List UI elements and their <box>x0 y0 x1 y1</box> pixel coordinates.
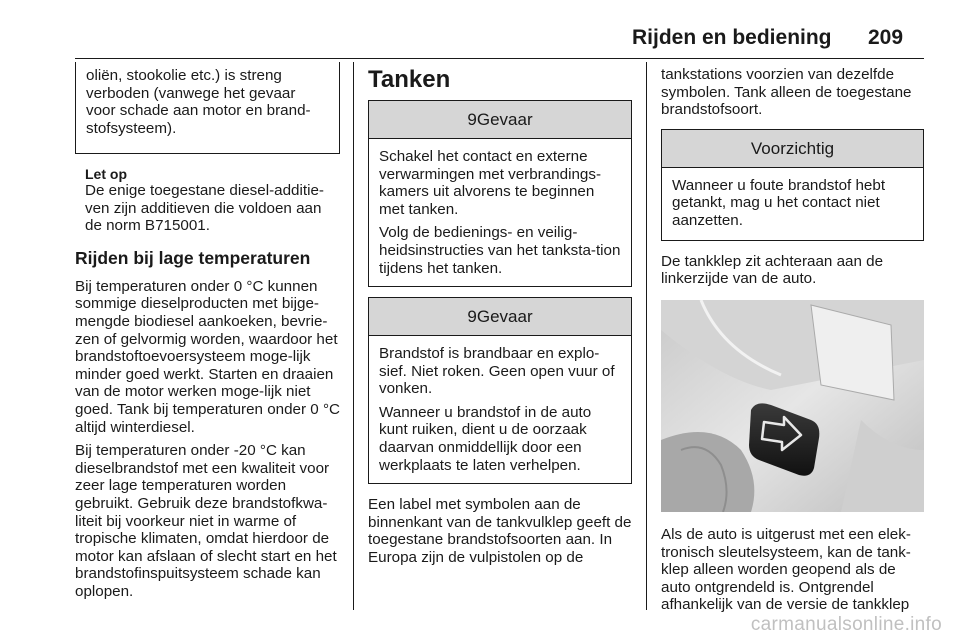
column-divider-2 <box>646 62 647 610</box>
page-number: 209 <box>868 26 904 49</box>
watermark: carmanualsonline.info <box>750 614 942 635</box>
note-text: De enige toegestane diesel-additie‐ven zijn additieven die voldoen aan de norm B715001. <box>85 182 324 235</box>
danger-box-1-header <box>369 101 631 139</box>
section-heading-refuelling: Tanken <box>368 66 451 93</box>
paragraph-low-temp-2: Bij temperaturen onder -20 °C kan dieselbrandstof met een kwaliteit voor zeer lage temperaturen worden gebruikt. Gebruik deze brandstofkwa‐liteit bij voorkeur niet in warme of tropische klimaten, omdat hierdoor de motor kan afslaan of slecht start en het brandstofinspuitsysteem schade kan oplopen. <box>75 442 337 600</box>
column-3 <box>661 62 924 614</box>
danger-title: Gevaar <box>476 307 533 326</box>
paragraph-low-temp-1: Bij temperaturen onder 0 °C kunnen sommige dieselproducten met bijge‐mengde biodiesel aankoeken, bevrie‐zen of gelvormig worden, waardoor het brandstoftoevoersysteem moge‐lijk minder goed werkt. Starten en draaien van de motor werken moge‐lijk niet goed. Tank bij temperaturen onder 0 °C altijd winterdiesel. <box>75 277 340 436</box>
column-2 <box>368 62 632 566</box>
danger-1-text-2: Volg de bedienings- en veilig‐heidsinstructies van het tanksta‐tion tijdens het tanken. <box>379 224 621 277</box>
caution-text: Wanneer u foute brandstof hebt getankt, mag u het contact niet aanzetten. <box>672 176 886 229</box>
danger-box-2-header <box>369 298 631 336</box>
section-heading-low-temperatures: Rijden bij lage temperaturen <box>75 247 311 268</box>
paragraph-filler-flap-location: De tankklep zit achteraan aan de linkerzijde van de auto. <box>661 252 884 288</box>
warning-triangle-icon: 9 <box>467 307 477 326</box>
paragraph-fuel-symbols: tankstations voorzien van dezelfde symbolen. Tank alleen de toegestane brandstofsoort. <box>661 66 912 119</box>
danger-1-text-1: Schakel het contact en externe verwarmingen met verbrandings‐kamers uit alvorens te beginnen met tanken. <box>379 148 601 218</box>
running-title: Rijden en bediening <box>632 26 832 49</box>
caution-box <box>661 129 924 241</box>
danger-box-1 <box>368 100 632 287</box>
danger-2-text-1: Brandstof is brandbaar en explo‐sief. Niet roken. Geen open vuur of vonken. <box>379 345 615 398</box>
danger-title: Gevaar <box>476 110 533 129</box>
column-divider-1 <box>353 62 354 610</box>
danger-2-text-2: Wanneer u brandstof in de auto kunt ruiken, dient u de oorzaak daarvan onmiddellijk door een werkplaats te laten verhelpen. <box>379 403 592 474</box>
note-label: Let op <box>85 166 127 182</box>
continued-warning-box <box>75 62 340 154</box>
header-rule <box>75 58 924 59</box>
paragraph-label-symbols: Een label met symbolen aan de binnenkant van de tankvulklep geeft de toegestane brandstofsoorten aan. In Europa zijn de vulpistolen op de <box>368 496 632 566</box>
continued-warning-text: oliën, stookolie etc.) is streng verboden (vanwege het gevaar voor schade aan motor en brand‐stofsysteem). <box>86 67 311 137</box>
note <box>75 166 340 235</box>
column-1 <box>75 62 340 600</box>
caution-title: Voorzichtig <box>662 130 923 168</box>
page-header <box>0 0 960 62</box>
danger-box-2 <box>368 297 632 484</box>
warning-triangle-icon: 9 <box>467 110 477 129</box>
paragraph-keyless-system: Als de auto is uitgerust met een elek‐tronisch sleutelsysteem, kan de tank‐klep alleen worden geopend als de auto ontgrendeld is. Ontgrendel afhankelijk van de versie de tankklep <box>661 525 911 614</box>
fuel-flap-photo <box>661 300 924 512</box>
fuel-flap-illustration <box>661 300 924 512</box>
